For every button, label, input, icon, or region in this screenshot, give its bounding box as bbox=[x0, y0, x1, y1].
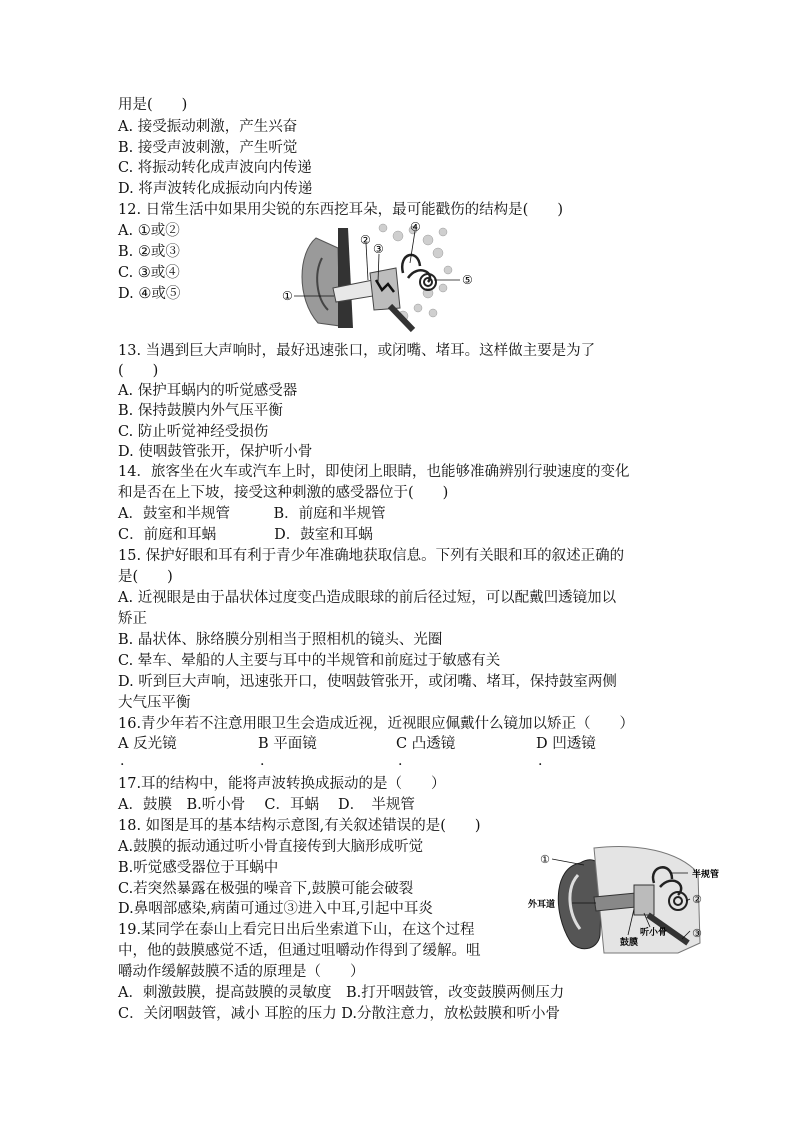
q16-dot-d: . bbox=[538, 753, 543, 769]
q18-option-d: D.鼻咽部感染,病菌可通过③进入中耳,引起中耳炎 bbox=[118, 901, 433, 917]
q18-label-3: ③ bbox=[692, 927, 702, 940]
q11-option-a: A. 接受振动刺激，产生兴奋 bbox=[118, 119, 298, 135]
q13-stem-line1: 13. 当遇到巨大声响时，最好迅速张口，或闭嘴、堵耳。这样做主要是为了 bbox=[118, 343, 596, 359]
q12-label-5: ⑤ bbox=[462, 273, 473, 287]
q11-stem-tail: 用是( ) bbox=[118, 97, 188, 113]
q15-option-d-line1: D. 听到巨大声响，迅速张开口，使咽鼓管张开，或闭嘴、堵耳，保持鼓室两侧 bbox=[118, 674, 617, 690]
q15-option-b: B. 晶状体、脉络膜分别相当于照相机的镜头、光圈 bbox=[118, 632, 443, 648]
q13-stem-line2: ( ) bbox=[118, 363, 159, 379]
q16-option-a: A 反光镜 bbox=[118, 736, 177, 752]
q12-option-b: B. ②或③ bbox=[118, 244, 180, 260]
q11-option-d: D. 将声波转化成振动向内传递 bbox=[118, 181, 313, 197]
q18-label-ossicles: 听小骨 bbox=[640, 928, 668, 938]
q18-label-1: ① bbox=[540, 853, 550, 866]
q15-option-c: C. 晕车、晕船的人主要与耳中的半规管和前庭过于敏感有关 bbox=[118, 653, 501, 669]
ear-structure-figure-q12 bbox=[278, 218, 488, 333]
q16-option-d: D 凹透镜 bbox=[536, 736, 596, 752]
q12-stem: 12. 日常生活中如果用尖锐的东西挖耳朵，最可能戳伤的结构是( ) bbox=[118, 202, 563, 218]
q15-stem-line1: 15. 保护好眼和耳有利于青少年准确地获取信息。下列有关眼和耳的叙述正确的 bbox=[118, 548, 625, 564]
q12-option-a: A. ①或② bbox=[118, 223, 180, 239]
q18-label-outer-canal: 外耳道 bbox=[528, 900, 556, 910]
q16-dot-b: . bbox=[260, 753, 265, 769]
q15-stem-line2: 是( ) bbox=[118, 569, 173, 585]
q19-line3: 嚼动作缓解鼓膜不适的原理是（ ） bbox=[118, 964, 365, 980]
q16-dot-a: . bbox=[120, 753, 125, 769]
q13-option-d: D. 使咽鼓管张开，保护听小骨 bbox=[118, 444, 313, 460]
ear-structure-figure-q18 bbox=[528, 843, 734, 955]
q18-option-b: B.听觉感受器位于耳蜗中 bbox=[118, 860, 279, 876]
q19-line2: 中，他的鼓膜感觉不适，但通过咀嚼动作得到了缓解。咀 bbox=[118, 943, 481, 959]
q15-option-a-line2: 矫正 bbox=[118, 611, 147, 627]
q14-stem-line1: 14．旅客坐在火车或汽车上时，即使闭上眼睛，也能够准确辨别行驶速度的变化 bbox=[118, 464, 630, 480]
q16-option-b: B 平面镜 bbox=[258, 736, 317, 752]
q16-stem: 16.青少年若不注意用眼卫生会造成近视，近视眼应佩戴什么镜加以矫正（ ） bbox=[118, 716, 635, 732]
q13-option-a: A. 保护耳蜗内的听觉感受器 bbox=[118, 383, 298, 399]
q18-label-2: ② bbox=[692, 893, 702, 906]
q16-dot-c: . bbox=[398, 753, 403, 769]
q16-option-c: C 凸透镜 bbox=[396, 736, 456, 752]
q11-option-b: B. 接受声波刺激，产生听觉 bbox=[118, 140, 298, 156]
q18-stem: 18. 如图是耳的基本结构示意图,有关叙述错误的是( ) bbox=[118, 818, 481, 834]
q18-label-canals: 半规管 bbox=[692, 870, 720, 880]
q12-label-2: ② bbox=[360, 233, 371, 247]
q15-option-d-line2: 大气压平衡 bbox=[118, 695, 191, 711]
q19-options-row1: A．刺激鼓膜，提高鼓膜的灵敏度 B.打开咽鼓管，改变鼓膜两侧压力 bbox=[118, 985, 565, 1001]
q15-option-a-line1: A. 近视眼是由于晶状体过度变凸造成眼球的前后径过短，可以配戴凹透镜加以 bbox=[118, 590, 617, 606]
q18-option-a: A.鼓膜的振动通过听小骨直接传到大脑形成听觉 bbox=[118, 839, 424, 855]
q13-option-b: B. 保持鼓膜内外气压平衡 bbox=[118, 403, 283, 419]
q11-option-c: C. 将振动转化成声波向内传递 bbox=[118, 160, 312, 176]
q19-line1: 19.某同学在泰山上看完日出后坐索道下山，在这个过程 bbox=[118, 922, 475, 938]
q13-option-c: C. 防止听觉神经受损伤 bbox=[118, 424, 269, 440]
q17-options: A．鼓膜 B.听小骨 C．耳蜗 D． 半规管 bbox=[118, 797, 415, 813]
q14-stem-line2: 和是否在上下坡，接受这种刺激的感受器位于( ) bbox=[118, 485, 449, 501]
q19-options-row2: C．关闭咽鼓管，减小 耳腔的压力 D.分散注意力，放松鼓膜和听小骨 bbox=[118, 1006, 561, 1022]
q14-options-row1: A．鼓室和半规管 B．前庭和半规管 bbox=[118, 506, 386, 522]
q12-option-c: C. ③或④ bbox=[118, 265, 180, 281]
q17-stem: 17.耳的结构中，能将声波转换成振动的是（ ） bbox=[118, 776, 446, 792]
q12-label-4: ④ bbox=[410, 220, 421, 234]
q18-label-eardrum: 鼓膜 bbox=[620, 938, 639, 948]
q12-option-d: D. ④或⑤ bbox=[118, 286, 181, 302]
q18-option-c: C.若突然暴露在极强的噪音下,鼓膜可能会破裂 bbox=[118, 881, 414, 897]
q14-options-row2: C．前庭和耳蜗 D．鼓室和耳蜗 bbox=[118, 527, 373, 543]
q12-label-1: ① bbox=[282, 289, 293, 303]
q12-label-3: ③ bbox=[373, 242, 384, 256]
